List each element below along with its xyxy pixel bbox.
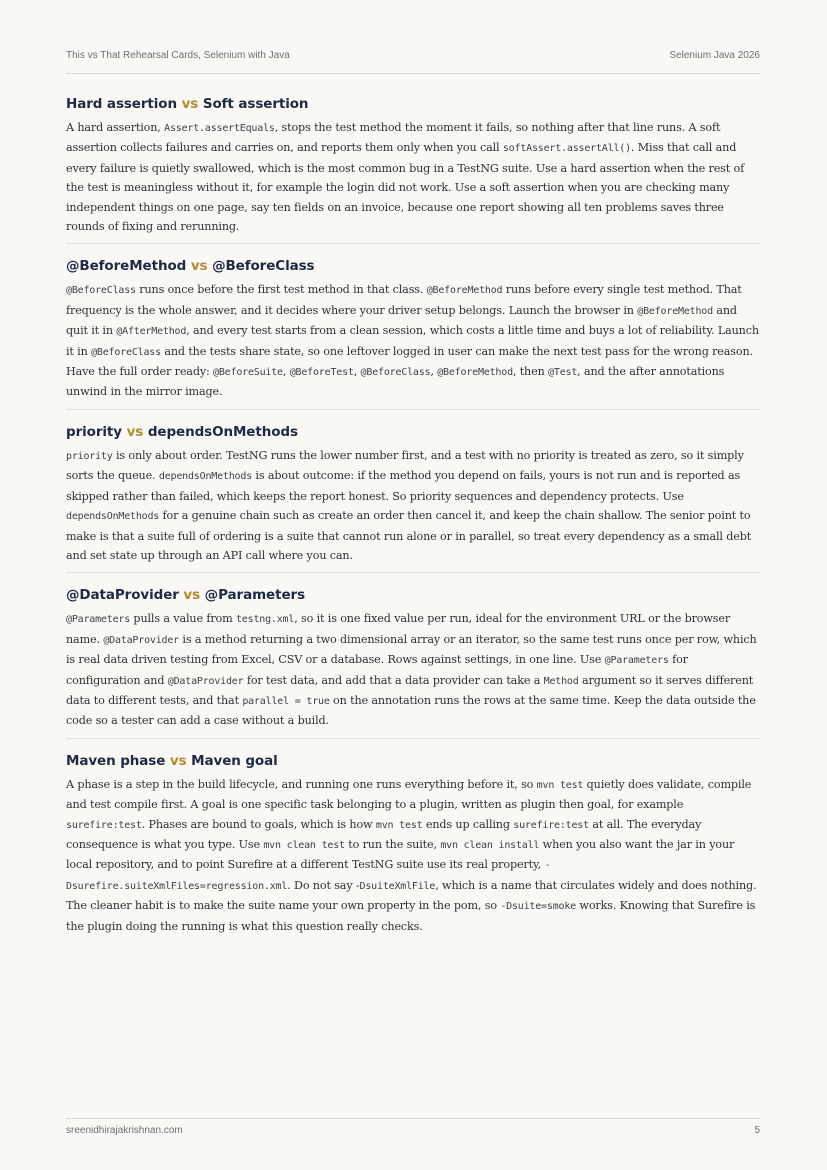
page-header xyxy=(66,50,760,74)
heading-term-b: Maven goal xyxy=(191,752,278,769)
inline-code: mvn clean install xyxy=(440,839,540,851)
header-course: Selenium Java 2026 xyxy=(669,50,760,61)
comparison-card xyxy=(66,424,761,573)
inline-code: @Parameters xyxy=(604,655,669,667)
inline-code: @BeforeClass xyxy=(360,367,431,379)
inline-code: -Dsuite=smoke xyxy=(500,901,576,913)
body-text: is only about order. TestNG runs the lower number first, and a test with no priority is treated as zero, so it simply sorts the queue. xyxy=(66,448,744,483)
inline-code: parallel = true xyxy=(242,695,330,707)
card-heading xyxy=(66,753,761,769)
body-text: , and every test starts from a clean session, which costs a little time and buys a lot of reliability. Launch it in xyxy=(66,324,759,358)
inline-code: dependsOnMethods xyxy=(158,471,253,483)
inline-code: @BeforeMethod xyxy=(437,367,513,379)
body-text: , and the after annotations unwind in the mirror image. xyxy=(66,365,725,399)
body-text: ends up calling xyxy=(422,817,514,831)
body-text: at all. The everyday consequence is what you type. Use xyxy=(66,817,702,851)
body-text: is about outcome: if the method you depend on fails, yours is not run and is reported as skipped rather than failed, which keeps the report honest. So priority sequences and dependency protects. Use xyxy=(66,469,741,503)
body-text: pulls a value from xyxy=(130,612,236,626)
card-body xyxy=(66,118,761,236)
body-text: for configuration and xyxy=(66,653,688,687)
card-body xyxy=(66,280,761,401)
heading-vs: vs xyxy=(169,752,187,769)
inline-code: mvn test xyxy=(375,819,423,831)
card-heading xyxy=(66,96,761,112)
body-text: . Do not say - xyxy=(287,878,360,892)
card-body xyxy=(66,446,761,565)
card-body xyxy=(66,609,761,730)
body-text: A phase is a step in the build lifecycle, and running one runs everything before it, so xyxy=(66,777,537,791)
heading-term-b: dependsOnMethods xyxy=(147,423,298,440)
inline-code: -Dsurefire.suiteXmlFiles=regression.xml xyxy=(66,860,551,892)
heading-vs: vs xyxy=(183,587,201,604)
body-text: , xyxy=(282,365,290,379)
body-text: when you also want the jar in your local repository, and to point Surefire at a different TestNG suite use its real property, xyxy=(66,837,735,872)
body-text: works. Knowing that Surefire is the plugin doing the running is what this question really checks. xyxy=(66,899,756,933)
heading-term-b: @Parameters xyxy=(204,587,306,604)
body-text: and quit it in xyxy=(66,303,737,338)
inline-code: @BeforeMethod xyxy=(426,285,503,297)
inline-code: @AfterMethod xyxy=(116,326,187,338)
body-text: to run the suite, xyxy=(344,837,441,851)
inline-code: @DataProvider xyxy=(167,675,244,687)
heading-term-a: Hard assertion xyxy=(66,96,177,112)
inline-code: Assert.assertEquals xyxy=(164,123,275,134)
body-text: . Phases are bound to goals, which is how xyxy=(141,817,376,831)
page-number: 5 xyxy=(754,1125,760,1136)
cards-content xyxy=(66,96,761,957)
card-heading xyxy=(66,587,761,603)
card-heading xyxy=(66,424,761,440)
body-text: . Miss that call and every failure is quietly swallowed, which is the most common bug in a TestNG suite. Use a hard assertion when the rest of the test is meaningless without it, for example the login did not work. Use a soft assertion when you are checking many independent things on one page, say ten fields on an invoice, because one report showing all ten problems saves three rounds of fixing and rerunning. xyxy=(66,141,745,234)
body-text: for a genuine chain such as create an order then cancel it, and keep the chain shallow. The senior point to make is that a suite full of ordering is a suite that cannot run alone or in parallel, so treat every dependency as a small debt and set state up through an API call where you can. xyxy=(66,509,752,562)
inline-code: @BeforeClass xyxy=(66,285,136,297)
body-text: , stops the test method the moment it fails, so nothing after that line runs. A soft assertion collects failures and carries on, and reports them only when you call xyxy=(66,121,721,155)
heading-vs: vs xyxy=(190,258,208,275)
header-title: This vs That Rehearsal Cards, Selenium with Java xyxy=(66,50,290,61)
card-heading xyxy=(66,258,761,274)
footer-site: sreenidhirajakrishnan.com xyxy=(66,1125,183,1136)
body-text: , xyxy=(353,365,361,379)
body-text: argument so it serves different data to different tests, and that xyxy=(66,673,754,707)
body-text: , so it is one fixed value per run, ideal for the environment URL or the browser name. xyxy=(66,612,731,646)
body-text: , then xyxy=(512,365,549,379)
heading-term-a: @BeforeMethod xyxy=(66,258,187,275)
body-text: , xyxy=(430,365,438,379)
body-text: on the annotation runs the rows at the same time. Keep the data outside the code so a tester can add a case without a build. xyxy=(66,693,756,728)
inline-code: @BeforeMethod xyxy=(637,305,713,317)
comparison-card xyxy=(66,753,761,943)
body-text: quietly does validate, compile and test compile first. A goal is one specific task belonging to a plugin, written as plugin then goal, for example xyxy=(66,777,752,812)
heading-term-a: Maven phase xyxy=(66,752,166,769)
inline-code: surefire:test xyxy=(66,819,142,831)
inline-code: @BeforeClass xyxy=(91,346,161,358)
card-body xyxy=(66,775,761,936)
heading-vs: vs xyxy=(126,423,144,440)
heading-term-a: @DataProvider xyxy=(66,587,179,604)
inline-code: @BeforeSuite xyxy=(213,367,283,379)
body-text: runs once before the first test method in that class. xyxy=(135,283,427,297)
comparison-card xyxy=(66,587,761,738)
inline-code: mvn test xyxy=(536,779,584,791)
comparison-card xyxy=(66,96,761,244)
inline-code: mvn clean test xyxy=(263,839,345,851)
inline-code: dependsOnMethods xyxy=(66,511,160,523)
inline-code: DsuiteXmlFile xyxy=(359,880,436,892)
page-footer xyxy=(66,1118,760,1136)
inline-code: priority xyxy=(66,450,113,462)
inline-code: Method xyxy=(543,675,579,687)
inline-code: @Test xyxy=(548,367,578,379)
inline-code: @DataProvider xyxy=(103,634,179,646)
inline-code: testng.xml xyxy=(235,614,295,626)
body-text: for test data, and add that a data provider can take a xyxy=(243,673,544,687)
heading-term-a: priority xyxy=(66,423,122,440)
comparison-card xyxy=(66,258,761,409)
body-text: , which is a name that circulates widely and does nothing. The cleaner habit is to make the suite name your own property in the pom, so xyxy=(66,878,757,913)
inline-code: softAssert.assertAll() xyxy=(502,143,631,155)
heading-term-b: Soft assertion xyxy=(202,96,309,112)
inline-code: @Parameters xyxy=(66,614,131,626)
inline-code: surefire:test xyxy=(513,819,589,831)
inline-code: @BeforeTest xyxy=(289,367,354,379)
body-text: A hard assertion, xyxy=(66,121,165,134)
heading-vs: vs xyxy=(181,96,199,112)
body-text: runs before every single test method. That frequency is the whole answer, and it decides where your driver setup belongs. Launch the browser in xyxy=(66,283,742,317)
body-text: is a method returning a two dimensional array or an iterator, so the same test runs once per row, which is real data driven testing from Excel, CSV or a database. Rows against settings, in one line. Use xyxy=(66,632,757,667)
body-text: and the tests share state, so one leftover logged in user can make the next test pass for the wrong reason. Have the full order ready: xyxy=(66,344,753,379)
heading-term-b: @BeforeClass xyxy=(212,258,315,275)
